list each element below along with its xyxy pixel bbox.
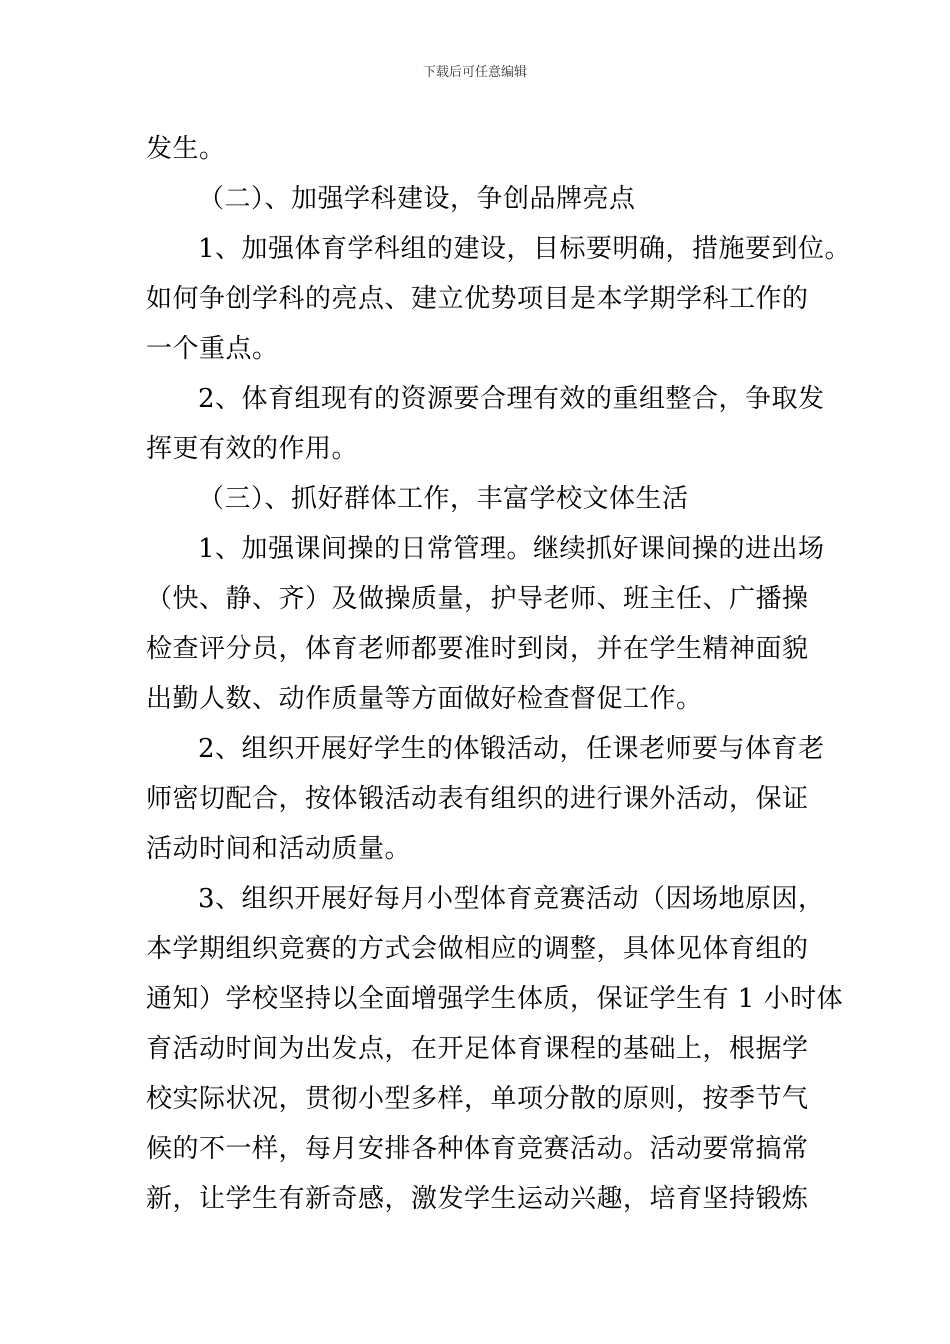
text-line: 2、组织开展好学生的体锻活动，任课老师要与体育老 bbox=[198, 734, 825, 764]
text-line: 新，让学生有新奇感，激发学生运动兴趣，培育坚持锻炼 bbox=[146, 1184, 809, 1214]
text-line: 候的不一样，每月安排各种体育竞赛活动。活动要常搞常 bbox=[146, 1134, 809, 1164]
text-line: （二）、加强学科建设，争创品牌亮点 bbox=[198, 184, 636, 214]
text-line: 通知）学校坚持以全面增强学生体质，保证学生有 1 小时体 bbox=[146, 984, 844, 1014]
text-line: 挥更有效的作用。 bbox=[146, 434, 359, 464]
text-line: 活动时间和活动质量。 bbox=[146, 834, 412, 864]
text-line: 本学期组织竞赛的方式会做相应的调整，具体见体育组的 bbox=[146, 934, 809, 964]
text-line: 1、加强体育学科组的建设，目标要明确，措施要到位。 bbox=[198, 234, 852, 264]
page-header: 下载后可任意编辑 bbox=[422, 65, 527, 80]
text-line: 育活动时间为出发点，在开足体育课程的基础上，根据学 bbox=[146, 1034, 809, 1064]
text-line: 1、加强课间操的日常管理。继续抓好课间操的进出场 bbox=[198, 534, 825, 564]
text-line: 出勤人数、动作质量等方面做好检查督促工作。 bbox=[146, 684, 703, 714]
text-line: 检查评分员，体育老师都要准时到岗，并在学生精神面貌 bbox=[146, 634, 809, 664]
text-line: 校实际状况，贯彻小型多样，单项分散的原则，按季节气 bbox=[146, 1084, 809, 1114]
text-line: 发生。 bbox=[146, 134, 226, 164]
text-line: 2、体育组现有的资源要合理有效的重组整合，争取发 bbox=[198, 384, 825, 414]
text-line: 3、组织开展好每月小型体育竞赛活动（因场地原因， bbox=[198, 884, 825, 914]
text-line: 师密切配合，按体锻活动表有组织的进行课外活动，保证 bbox=[146, 784, 809, 814]
text-line: 如何争创学科的亮点、建立优势项目是本学期学科工作的 bbox=[146, 284, 809, 314]
text-line: （快、静、齐）及做操质量，护导老师、班主任、广播操 bbox=[146, 584, 809, 614]
text-line: （三）、抓好群体工作，丰富学校文体生活 bbox=[198, 484, 689, 514]
text-line: 一个重点。 bbox=[146, 334, 279, 364]
